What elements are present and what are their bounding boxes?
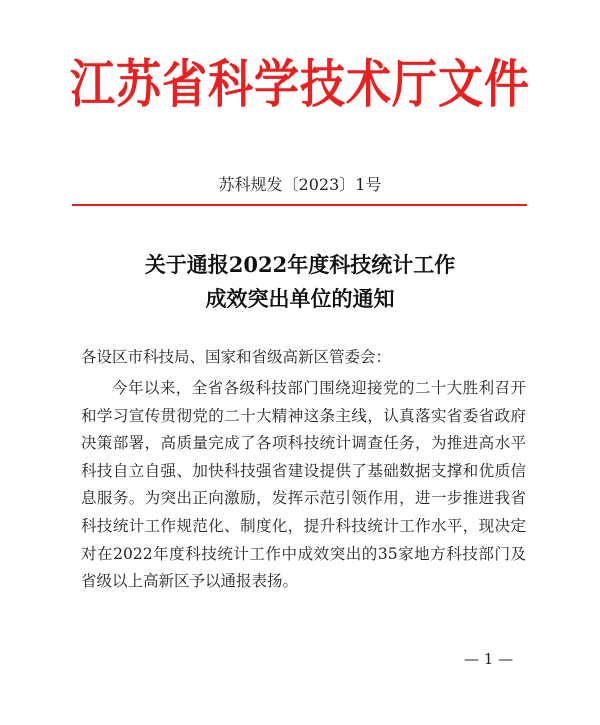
- document-number: 苏科规发〔2023〕1号: [218, 175, 382, 194]
- notice-title-line-1: 关于通报2022年度科技统计工作: [144, 252, 456, 277]
- body-line: 对在2022年度科技统计工作中成效突出的35家地方科技部门及: [81, 544, 526, 563]
- body-line: 和学习宣传贯彻党的二十大精神这条主线，认真落实省委省政府: [81, 406, 526, 425]
- notice-title-line-2: 成效突出单位的通知: [205, 286, 395, 311]
- body-paragraph: [81, 375, 526, 596]
- body-line: 科技统计工作规范化、制度化，提升科技统计工作水平，现决定: [81, 516, 526, 535]
- body-line: 息服务。为突出正向激励，发挥示范引领作用，进一步推进我省: [81, 489, 526, 508]
- page-number: — 1 —: [464, 650, 514, 668]
- notice-title: [0, 248, 600, 316]
- addressee-line: 各设区市科技局、国家和省级高新区管委会：: [81, 348, 392, 366]
- body-line: 今年以来，全省各级科技部门围绕迎接党的二十大胜利召开: [112, 379, 526, 397]
- red-divider-line: [72, 204, 527, 206]
- body-line: 决策部署，高质量完成了各项科技统计调查任务，为推进高水平: [81, 434, 526, 453]
- issuer-header-title: 江苏省科学技术厅文件: [69, 53, 530, 115]
- body-line: 省级以上高新区予以通报表扬。: [81, 572, 299, 591]
- body-line: 科技自立自强、加快科技强省建设提供了基础数据支撑和优质信: [81, 461, 526, 480]
